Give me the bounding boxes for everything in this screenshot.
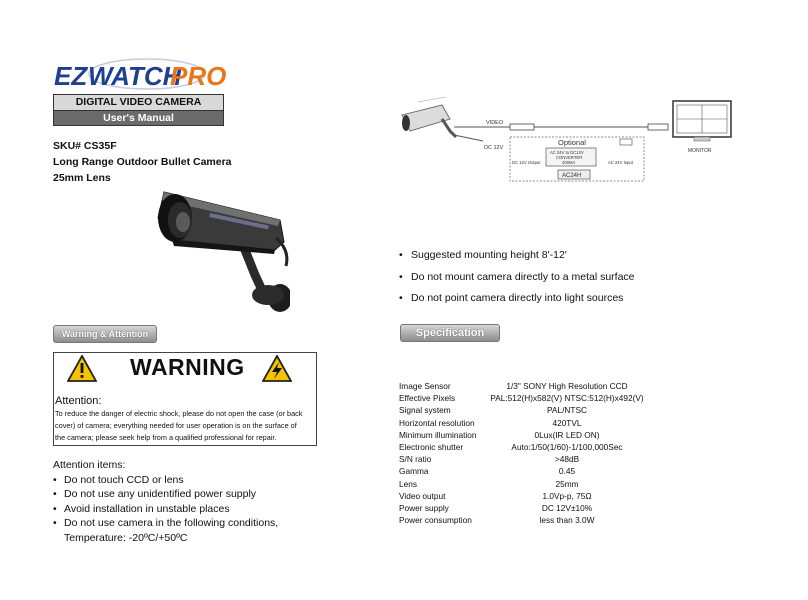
table-row: Horizontal resolution 420TVL — [399, 417, 582, 428]
mounting-notes — [399, 245, 635, 310]
attention-items — [53, 458, 278, 545]
svg-text:MONITOR: MONITOR — [688, 148, 712, 154]
list-item: • Do not point camera directly into light sources — [399, 288, 635, 310]
product-info — [53, 138, 232, 186]
manual-subtitle: User's Manual — [54, 111, 223, 125]
svg-text:WATCH: WATCH — [88, 61, 182, 91]
table-row: Minimum illumination 0Lux(IR LED ON) — [399, 429, 600, 440]
manual-header — [53, 94, 224, 126]
table-row: Image Sensor 1/3" SONY High Resolution CCD — [399, 381, 628, 391]
exclamation-warning-icon — [67, 355, 97, 382]
specification-tab: Specification — [400, 324, 500, 342]
list-item: • Do not touch CCD or lens — [53, 473, 278, 488]
table-row: Power supply DC 12V±10% — [399, 502, 593, 513]
product-name: Long Range Outdoor Bullet Camera — [53, 156, 232, 168]
svg-text:AC24H: AC24H — [562, 173, 582, 179]
attention-label: Attention: — [55, 395, 102, 407]
connection-diagram — [398, 97, 738, 192]
list-item: • Do not use camera in the following conditions, — [53, 516, 278, 531]
svg-text:DC 12V Output: DC 12V Output — [512, 160, 541, 165]
specification-table — [399, 380, 739, 526]
table-row: Gamma 0.45 — [399, 466, 576, 477]
list-item: • Suggested mounting height 8'-12' — [399, 245, 635, 267]
table-row: Electronic shutter Auto:1/50(1/60)-1/100,000Sec — [399, 441, 623, 452]
warning-title: WARNING — [130, 354, 245, 380]
svg-text:EZ: EZ — [54, 61, 88, 91]
svg-text:400MA: 400MA — [562, 160, 576, 165]
list-item: • Do not mount camera directly to a metal surface — [399, 267, 635, 289]
svg-text:PRO: PRO — [170, 61, 227, 91]
svg-text:AC 24V to DC12V: AC 24V to DC12V — [550, 150, 584, 155]
warning-text: To reduce the danger of electric shock, please do not open the case (or back cover) of camera; everything needed for user operation is on the surface of the camera; please seek help from a qualified professional for repair. — [55, 409, 303, 442]
attention-items-list — [53, 473, 278, 531]
electric-shock-icon — [262, 355, 292, 382]
brand-logo — [52, 52, 227, 96]
manual-title: DIGITAL VIDEO CAMERA — [54, 95, 223, 111]
product-lens: 25mm Lens — [53, 172, 111, 184]
svg-text:DC 12V: DC 12V — [484, 145, 504, 151]
table-row: Signal system PAL/NTSC — [399, 405, 587, 416]
list-item: • Avoid installation in unstable places — [53, 502, 278, 517]
table-row: Power consumption less than 3.0W — [399, 515, 595, 526]
svg-text:Optional: Optional — [558, 138, 586, 147]
svg-text:VIDEO: VIDEO — [486, 120, 504, 126]
svg-text:CONVERTER: CONVERTER — [556, 155, 583, 160]
camera-image — [150, 180, 290, 320]
table-row: Lens 25mm — [399, 478, 579, 489]
temperature-range: Temperature: -20ºC/+50ºC — [64, 531, 188, 544]
table-row: Video output 1.0Vp-p, 75Ω — [399, 490, 592, 501]
attention-items-heading: Attention items: — [53, 459, 126, 471]
warning-attention-tab: Warning & Attention — [53, 325, 157, 343]
table-row: S/N ratio >48dB — [399, 454, 580, 465]
svg-text:AC 24V Input: AC 24V Input — [608, 160, 633, 165]
product-sku: SKU# CS35F — [53, 140, 117, 152]
list-item: • Do not use any unidentified power supply — [53, 487, 278, 502]
table-row: Effective Pixels PAL:512(H)x582(V) NTSC:512(H)x492(V) — [399, 393, 644, 404]
